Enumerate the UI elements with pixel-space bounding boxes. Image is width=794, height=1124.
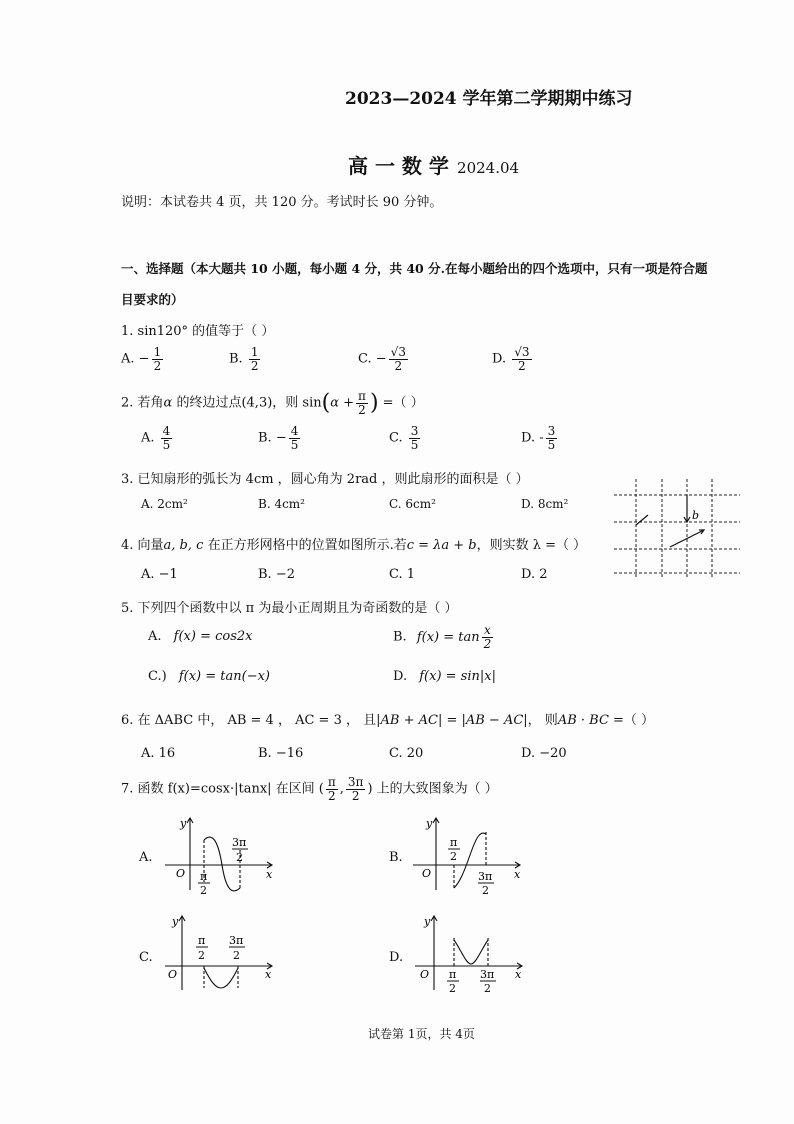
q1-a-sign: − (138, 351, 150, 367)
q2-a-fraction (161, 425, 173, 451)
den: 5 (547, 437, 556, 452)
q2-arg-fraction (356, 390, 368, 416)
q6-suffix: =（ ） (608, 713, 655, 728)
subject-title: 高 一 数 学 (348, 154, 449, 178)
origin-label: O (168, 968, 178, 981)
q6-stem (121, 709, 654, 728)
num: 3π (347, 775, 364, 789)
section-heading-line1: 一、选择题（本大题共 10 小题，每小题 4 分，共 40 分.在每小题给出的四个选项中，只有一项是符合题 (121, 261, 708, 276)
q2-option-a (141, 425, 174, 451)
q7-prefix: 7. 函数 f(x)=cosx·|tanx| 在区间 ( (121, 781, 324, 797)
num: π (358, 389, 366, 403)
q3-option-c: C. 6cm² (389, 497, 436, 511)
q4-option-b: B. −2 (258, 567, 295, 582)
q7-graph-c-letter: C. (139, 950, 153, 965)
q4-vector-grid-figure (612, 475, 742, 580)
section-heading-line2: 目要求的） (121, 292, 184, 307)
option-letter: A. (121, 351, 135, 367)
q5-b-function: f(x) = tan (416, 629, 480, 645)
three-pi-over-2-den: 2 (484, 982, 491, 993)
q1-option-a (121, 346, 165, 372)
q1-d-fraction (512, 346, 531, 372)
q4-option-c: C. 1 (389, 567, 416, 582)
q1-option-c (358, 346, 410, 372)
q1-option-d (492, 346, 534, 372)
q7-right-bound (346, 776, 366, 802)
q7-graph-d-letter: D. (389, 950, 404, 965)
q3-option-d: D. 8cm² (521, 497, 569, 511)
axis-x-label: x (515, 968, 522, 981)
q2-option-b (258, 425, 302, 451)
pi-over-2-num: π (449, 968, 457, 981)
q1-c-fraction (389, 346, 408, 372)
den: 5 (162, 437, 171, 452)
q6-mid: ， 则 (527, 713, 558, 728)
left-paren: ( (321, 390, 331, 416)
axis-y-label: y (172, 915, 179, 928)
origin-label: O (176, 867, 186, 880)
q4-prefix: 4. 向量 (121, 538, 164, 553)
q2-stem (121, 390, 424, 416)
num: 4 (162, 424, 171, 438)
three-pi-over-2-den: 2 (233, 949, 240, 962)
q7-graph-b (408, 810, 533, 895)
q2-suffix: =（ ） (378, 395, 424, 411)
pi-over-2-den: 2 (200, 884, 207, 895)
q7-stem: 7. 函数 f(x)=cosx·|tanx| 在区间 ( $\frac{\pi}{2}$ , $\frac{3\pi}{2}$ ) 上的大致图象为（ ） (121, 775, 498, 803)
q5-stem: 5. 下列四个函数中以 π 为最小正周期且为奇函数的是（ ） (121, 601, 458, 616)
q5-option-d (393, 669, 496, 684)
q2-arg-prefix: α + (330, 395, 355, 411)
q5-c-function: f(x) = tan(−x) (178, 669, 270, 684)
option-letter: C. (358, 351, 372, 367)
alpha-symbol: α (163, 395, 173, 411)
option-letter: D. (521, 430, 536, 446)
q4-stem (121, 534, 586, 553)
q7-graph-b-letter: B. (389, 850, 403, 865)
q2-b-sign: − (275, 430, 287, 446)
right-paren: ) (369, 390, 379, 416)
option-letter: B. (229, 351, 243, 367)
q5-option-a (148, 629, 253, 644)
exam-date: 2024.04 (457, 159, 520, 177)
pi-over-2-den: 2 (450, 850, 457, 863)
option-letter: D. (492, 351, 507, 367)
q5-a-function: f(x) = cos2x (173, 629, 253, 644)
q1-b-fraction (249, 346, 261, 372)
q2-d-fraction (546, 425, 558, 451)
option-letter: D. (393, 669, 408, 684)
pi-over-2-num: π (450, 836, 458, 849)
num: √3 (390, 345, 406, 359)
den: 2 (394, 358, 403, 373)
q2-option-d (521, 425, 559, 451)
q6-option-c: C. 20 (389, 746, 424, 761)
axis-x-label: x (266, 868, 273, 881)
num: π (327, 775, 336, 789)
q5-b-fraction (482, 624, 494, 650)
q7-graph-a (160, 810, 285, 895)
option-letter: A. (148, 629, 162, 644)
den: 5 (290, 437, 299, 452)
den: 2 (328, 788, 336, 803)
den: 5 (410, 437, 419, 452)
q5-d-function: f(x) = sin|x| (419, 669, 496, 684)
q4-vectors: a, b, c (163, 538, 204, 553)
q2-c-fraction (409, 425, 421, 451)
three-pi-over-2-num: 3π (480, 968, 495, 981)
axis-x-label: x (265, 968, 272, 981)
num: x (484, 623, 491, 637)
q3-stem: 3. 已知扇形的弧长为 4cm ，圆心角为 2rad ，则此扇形的面积是（ ） (121, 472, 529, 487)
den: 2 (483, 636, 492, 651)
q2-mid: 的终边过点 (172, 395, 242, 411)
q5-option-b (393, 624, 495, 650)
axis-x-label: x (514, 868, 521, 881)
q6-dot-product: AB · BC (557, 713, 609, 728)
origin-label: O (420, 968, 430, 981)
three-pi-over-2-den: 2 (482, 884, 489, 895)
q4-equation: c = λa + b (406, 538, 477, 553)
q6-option-b: B. −16 (258, 746, 304, 761)
exam-note: 说明：本试卷共 4 页，共 120 分。考试时长 90 分钟。 (121, 195, 443, 210)
q3-option-b: B. 4cm² (258, 497, 305, 511)
q7-left-bound (326, 776, 338, 802)
q6-condition: |AB + AC| = |AB − AC| (376, 713, 528, 728)
origin-label: O (422, 867, 432, 880)
q3-option-a: A. 2cm² (141, 497, 188, 511)
pi-over-2-den: 2 (449, 982, 456, 993)
three-pi-over-2-num: 3π (478, 870, 493, 883)
page-footer: 试卷第 1页，共 4页 (368, 1027, 475, 1041)
q2-b-fraction (289, 425, 301, 451)
q4-middle: 在正方形网格中的位置如图所示.若 (203, 538, 407, 553)
num: 3 (410, 424, 419, 438)
q6-prefix: 6. 在 ΔABC 中， AB = 4 ， AC = 3 ， 且 (121, 713, 377, 728)
q2-prefix: 2. 若角 (121, 395, 164, 411)
pi-over-2-den: 2 (198, 949, 205, 962)
option-letter: C.) (148, 669, 167, 684)
den: 2 (351, 788, 360, 803)
q4-option-a: A. −1 (141, 567, 178, 582)
den: 2 (358, 402, 366, 417)
num: 3 (547, 424, 556, 438)
axis-y-label: y (426, 817, 433, 830)
q2-point: (4,3) (241, 395, 273, 411)
den: 2 (153, 358, 162, 373)
q6-option-a: A. 16 (141, 746, 176, 761)
three-pi-over-2-den: 2 (236, 851, 243, 864)
exam-title: 2023—2024 学年第二学期期中练习 (345, 89, 633, 109)
q5-option-c (148, 669, 270, 684)
option-letter: C. (389, 430, 403, 446)
pi-over-2-num: π (198, 934, 206, 947)
option-letter: B. (393, 629, 407, 645)
q7-graph-c (160, 908, 285, 993)
q1-a-fraction (152, 346, 164, 372)
three-pi-over-2-num: 3π (232, 836, 247, 849)
q7-suffix: ) 上的大致图象为（ ） (367, 781, 498, 797)
q2-d-sign: - (539, 430, 544, 446)
den: 2 (250, 358, 259, 373)
q6-option-d: D. −20 (521, 746, 567, 761)
three-pi-over-2-num: 3π (229, 934, 244, 947)
q2-option-c (389, 425, 422, 451)
q7-graph-a-letter: A. (139, 850, 153, 865)
q4-grid-label-b: b (692, 509, 700, 522)
axis-y-label: y (180, 817, 187, 830)
num: 1 (153, 345, 162, 359)
q2-mid2: ，则 sin (272, 395, 322, 411)
num: 4 (290, 424, 299, 438)
num: 1 (250, 345, 259, 359)
q1-stem: 1. sin120° 的值等于（ ） (121, 324, 275, 339)
q4-suffix: ，则实数 λ =（ ） (476, 538, 587, 553)
q1-c-sign: − (375, 351, 387, 367)
option-letter: B. (258, 430, 272, 446)
option-letter: A. (141, 430, 155, 446)
axis-y-label: y (424, 915, 431, 928)
q7-graph-d (410, 908, 535, 993)
q4-option-d: D. 2 (521, 567, 548, 582)
den: 2 (518, 358, 526, 373)
q1-option-b (229, 346, 262, 372)
num: √3 (514, 345, 530, 359)
subject-line (348, 150, 519, 179)
pi-over-2-num: π (200, 870, 208, 883)
